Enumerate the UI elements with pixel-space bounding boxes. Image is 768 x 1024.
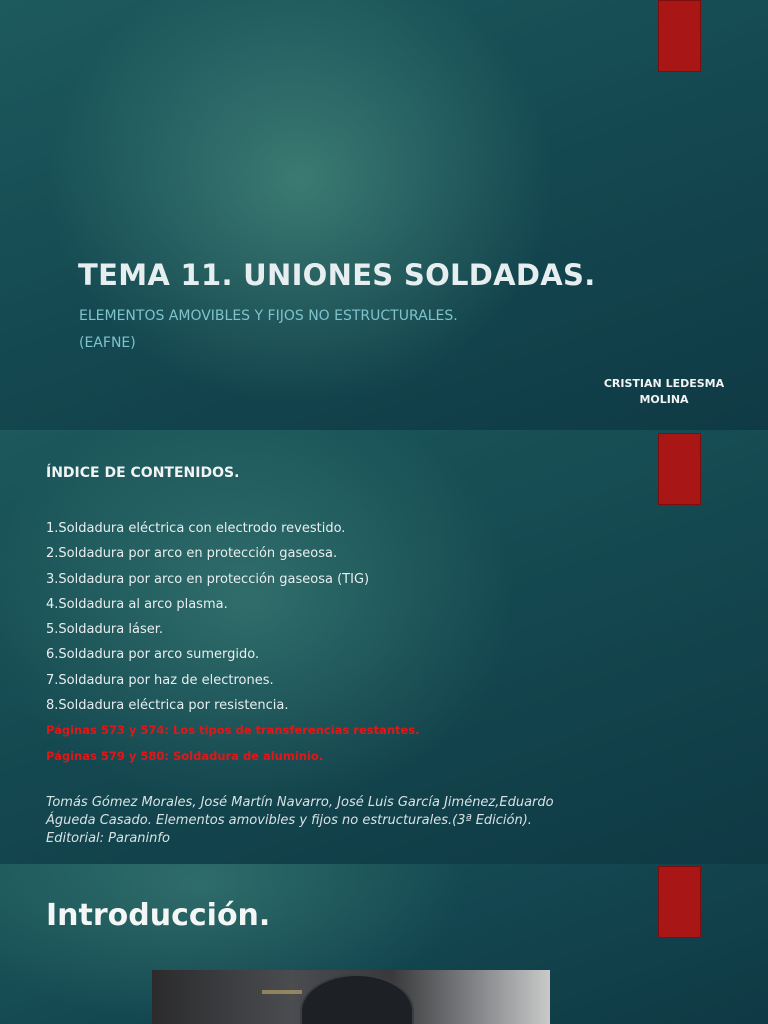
author-name [600,376,728,408]
list-item: 1.Soldadura eléctrica con electrodo revestido. [46,521,346,536]
welder-photo [152,970,550,1024]
introduction-heading: Introducción. [46,898,271,933]
list-item: 6.Soldadura por arco sumergido. [46,647,260,663]
list-item: 5.Soldadura láser. [46,622,164,638]
slide-index [0,430,768,864]
list-item: 4.Soldadura al arco plasma. [46,596,228,612]
slide-title [0,0,768,430]
red-tab-decoration [658,433,701,505]
red-tab-decoration [658,0,701,72]
reference-line-2: Águeda Casado. Elementos amovibles y fijos no estructurales.(3ª Edición). [46,813,532,828]
index-list [46,516,420,769]
list-item: 7.Soldadura por haz de electrones. [46,672,274,688]
red-tab-decoration [658,866,701,938]
list-item: 2.Soldadura por arco en protección gaseosa. [46,546,338,562]
slide-title-heading: TEMA 11. UNIONES SOLDADAS. [78,258,596,292]
note-item: Páginas 573 y 574: Los tipos de transferencias restantes. [46,723,420,738]
welding-helmet-shape [302,976,412,1024]
reference-line-3: Editorial: Paraninfo [46,831,170,846]
subtitle-line-1: ELEMENTOS AMOVIBLES Y FIJOS NO ESTRUCTURALES. [79,308,458,324]
list-item: 8.Soldadura eléctrica por resistencia. [46,698,289,714]
bibliographic-reference [46,794,626,848]
author-line-2: MOLINA [639,393,689,406]
list-item: 3.Soldadura por arco en protección gaseosa (TIG) [46,571,370,587]
index-heading: ÍNDICE DE CONTENIDOS. [46,465,240,481]
author-line-1: CRISTIAN LEDESMA [603,377,725,390]
reference-line-1: Tomás Gómez Morales, José Martín Navarro, José Luis García Jiménez,Eduardo [46,795,554,810]
note-item: Páginas 579 y 580: Soldadura de aluminio. [46,748,324,763]
subtitle-line-2: (EAFNE) [79,335,136,351]
spark-shape [262,990,302,994]
slide-introduction [0,864,768,1024]
slide-subtitle [79,303,458,357]
